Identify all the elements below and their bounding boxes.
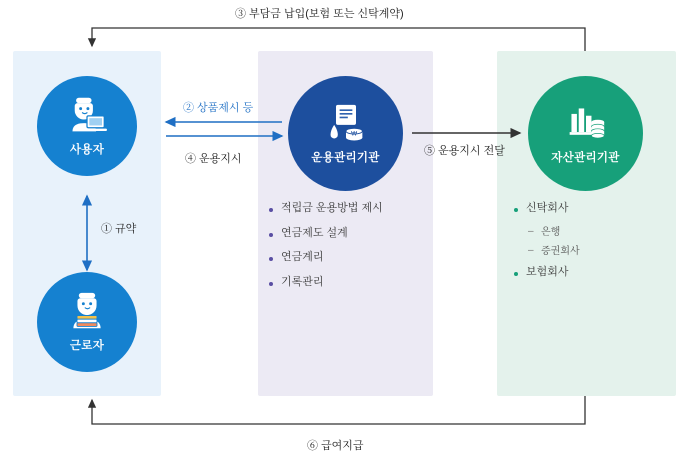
list-item: 연금계리 xyxy=(268,252,383,264)
user-laptop-icon xyxy=(65,95,109,135)
node-worker[interactable] xyxy=(37,272,137,372)
node-user[interactable] xyxy=(37,76,137,176)
node-worker-label: 근로자 xyxy=(69,340,105,352)
label-product-presentation: ② 상품제시 등 xyxy=(183,102,254,114)
label-agreement: ① 규약 xyxy=(101,223,137,235)
bank-coins-icon xyxy=(564,103,608,143)
asset-institution-list xyxy=(513,203,580,291)
worker-books-icon xyxy=(65,291,109,331)
list-item: 기록관리 xyxy=(268,277,383,289)
label-benefit-payment: ⑥ 급여지급 xyxy=(307,440,364,452)
list-item: 보험회사 xyxy=(513,267,580,279)
list-item: – 증권회사 xyxy=(513,247,580,258)
label-operation-order: ④ 운용지시 xyxy=(185,153,242,165)
document-money-icon xyxy=(324,103,368,143)
node-asset[interactable] xyxy=(528,76,643,191)
list-item: 연금제도 설계 xyxy=(268,228,383,240)
list-item: 적립금 운용방법 제시 xyxy=(268,203,383,215)
list-item: – 은행 xyxy=(513,228,580,239)
node-user-label: 사용자 xyxy=(69,144,105,156)
node-operator[interactable] xyxy=(288,76,403,191)
svg-text:₩: ₩ xyxy=(350,130,357,138)
list-item: 신탁회사 xyxy=(513,203,580,215)
node-operator-label: 운용관리기관 xyxy=(311,151,380,164)
label-contribution-payment: ③ 부담금 납입(보험 또는 신탁계약) xyxy=(235,8,404,20)
operator-service-list xyxy=(268,203,383,301)
label-operation-order-transfer: ⑤ 운용지시 전달 xyxy=(424,145,505,157)
node-asset-label: 자산관리기관 xyxy=(551,151,620,164)
